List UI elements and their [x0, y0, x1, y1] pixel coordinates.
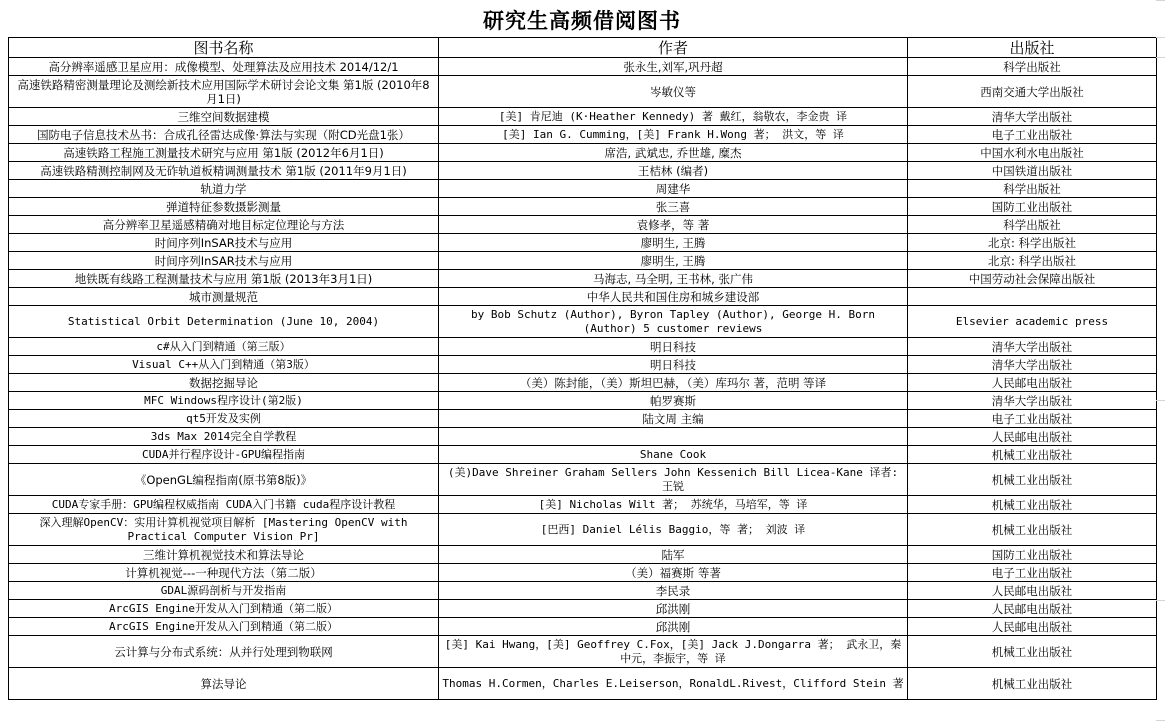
publisher-cell[interactable]: 机械工业出版社	[908, 514, 1157, 546]
publisher-cell[interactable]: 中国劳动社会保障出版社	[908, 270, 1157, 288]
author-cell[interactable]: 明日科技	[439, 338, 908, 356]
table-row	[9, 464, 1157, 496]
publisher-cell[interactable]: Elsevier academic press	[908, 306, 1157, 338]
table-row	[9, 144, 1157, 162]
author-cell[interactable]: 邱洪刚	[439, 618, 908, 636]
book-name-cell[interactable]: 高速铁路精密测量理论及测绘新技术应用国际学术研讨会论文集 第1版 (2010年8月1日)	[9, 76, 439, 108]
author-cell[interactable]: 周建华	[439, 180, 908, 198]
author-cell[interactable]: 袁修孝，等 著	[439, 216, 908, 234]
table-row	[9, 270, 1157, 288]
book-name-cell[interactable]: ArcGIS Engine开发从入门到精通（第二版）	[9, 618, 439, 636]
books-table	[8, 37, 1157, 700]
table-row	[9, 234, 1157, 252]
table-row	[9, 198, 1157, 216]
author-cell[interactable]: 邱洪刚	[439, 600, 908, 618]
author-cell[interactable]: [美] Nicholas Wilt 著； 苏统华，马培军，等 译	[439, 496, 908, 514]
book-name-cell[interactable]: Visual C++从入门到精通（第3版）	[9, 356, 439, 374]
book-name-cell[interactable]: ArcGIS Engine开发从入门到精通（第二版）	[9, 600, 439, 618]
publisher-cell[interactable]: 机械工业出版社	[908, 496, 1157, 514]
book-name-cell[interactable]: 算法导论	[9, 668, 439, 700]
book-name-cell[interactable]: CUDA专家手册：GPU编程权威指南 CUDA入门书籍 cuda程序设计教程	[9, 496, 439, 514]
table-row	[9, 180, 1157, 198]
table-row	[9, 636, 1157, 668]
publisher-cell[interactable]: 北京: 科学出版社	[908, 234, 1157, 252]
book-name-cell[interactable]: 高速铁路精测控制网及无砟轨道板精调测量技术 第1版 (2011年9月1日)	[9, 162, 439, 180]
table-row	[9, 546, 1157, 564]
table-row	[9, 126, 1157, 144]
author-cell[interactable]: 廖明生, 王腾	[439, 252, 908, 270]
publisher-cell[interactable]: 机械工业出版社	[908, 464, 1157, 496]
publisher-cell[interactable]: 科学出版社	[908, 180, 1157, 198]
author-cell[interactable]: (美)Dave Shreiner Graham Sellers John Kessenich Bill Licea-Kane 译者: 王锐	[439, 464, 908, 496]
book-name-cell[interactable]: 深入理解OpenCV：实用计算机视觉项目解析 [Mastering OpenCV with Practical Computer Vision Pr]	[9, 514, 439, 546]
publisher-cell[interactable]: 国防工业出版社	[908, 198, 1157, 216]
table-body	[9, 58, 1157, 700]
table-row	[9, 446, 1157, 464]
publisher-cell[interactable]: 人民邮电出版社	[908, 618, 1157, 636]
author-cell[interactable]: 张永生,刘军,巩丹超	[439, 58, 908, 76]
publisher-cell[interactable]: 机械工业出版社	[908, 446, 1157, 464]
table-row	[9, 216, 1157, 234]
book-name-cell[interactable]: Statistical Orbit Determination (June 10, 2004)	[9, 306, 439, 338]
book-name-cell[interactable]: qt5开发及实例	[9, 410, 439, 428]
author-cell[interactable]: 岑敏仪等	[439, 76, 908, 108]
publisher-cell[interactable]: 电子工业出版社	[908, 410, 1157, 428]
book-name-cell[interactable]: 3ds Max 2014完全自学教程	[9, 428, 439, 446]
author-cell[interactable]: by Bob Schutz (Author), Byron Tapley (Author), George H. Born (Author) 5 customer reviews	[439, 306, 908, 338]
header-book-name[interactable]: 图书名称	[9, 38, 439, 58]
publisher-cell[interactable]: 科学出版社	[908, 58, 1157, 76]
author-cell[interactable]: 席浩, 武斌忠, 乔世雄, 糜杰	[439, 144, 908, 162]
author-cell[interactable]: Thomas H.Cormen，Charles E.Leiserson，RonaldL.Rivest，Clifford Stein 著	[439, 668, 908, 700]
book-name-cell[interactable]: 高速铁路工程施工测量技术研究与应用 第1版 (2012年6月1日)	[9, 144, 439, 162]
author-cell[interactable]: （美）陈封能，（美）斯坦巴赫，（美）库玛尔 著，范明 等译	[439, 374, 908, 392]
publisher-cell[interactable]: 清华大学出版社	[908, 338, 1157, 356]
book-name-cell[interactable]: MFC Windows程序设计(第2版)	[9, 392, 439, 410]
table-row	[9, 564, 1157, 582]
author-cell[interactable]: 陆军	[439, 546, 908, 564]
publisher-cell[interactable]: 清华大学出版社	[908, 392, 1157, 410]
book-name-cell[interactable]: 城市测量规范	[9, 288, 439, 306]
table-row	[9, 306, 1157, 338]
book-name-cell[interactable]: 国防电子信息技术丛书：合成孔径雷达成像·算法与实现（附CD光盘1张）	[9, 126, 439, 144]
book-name-cell[interactable]: 时间序列InSAR技术与应用	[9, 252, 439, 270]
author-cell[interactable]: （美）福赛斯 等著	[439, 564, 908, 582]
table-row	[9, 252, 1157, 270]
author-cell[interactable]: 李民录	[439, 582, 908, 600]
publisher-cell[interactable]: 科学出版社	[908, 216, 1157, 234]
table-row	[9, 108, 1157, 126]
publisher-cell[interactable]: 电子工业出版社	[908, 126, 1157, 144]
table-row	[9, 338, 1157, 356]
book-name-cell[interactable]: 三维计算机视觉技术和算法导论	[9, 546, 439, 564]
table-row	[9, 162, 1157, 180]
book-name-cell[interactable]: c#从入门到精通（第三版）	[9, 338, 439, 356]
publisher-cell[interactable]	[908, 288, 1157, 306]
book-name-cell[interactable]: 高分辨率遥感卫星应用：成像模型、处理算法及应用技术 2014/12/1	[9, 58, 439, 76]
author-cell[interactable]: 廖明生, 王腾	[439, 234, 908, 252]
table-row	[9, 668, 1157, 700]
author-cell[interactable]: 中华人民共和国住房和城乡建设部	[439, 288, 908, 306]
publisher-cell[interactable]: 人民邮电出版社	[908, 582, 1157, 600]
publisher-cell[interactable]: 西南交通大学出版社	[908, 76, 1157, 108]
book-name-cell[interactable]: 轨道力学	[9, 180, 439, 198]
author-cell[interactable]: Shane Cook	[439, 446, 908, 464]
table-row	[9, 410, 1157, 428]
book-name-cell[interactable]: 计算机视觉---一种现代方法（第二版）	[9, 564, 439, 582]
author-cell[interactable]: 王桔林 (编者)	[439, 162, 908, 180]
book-name-cell[interactable]: 时间序列InSAR技术与应用	[9, 234, 439, 252]
author-cell[interactable]: 陆文周 主编	[439, 410, 908, 428]
table-row	[9, 600, 1157, 618]
header-publisher[interactable]: 出版社	[908, 38, 1157, 58]
header-row	[9, 38, 1157, 58]
book-name-cell[interactable]: 《OpenGL编程指南(原书第8版)》	[9, 464, 439, 496]
table-row	[9, 392, 1157, 410]
sheet-title[interactable]: 研究生高频借阅图书	[483, 8, 681, 33]
table-row	[9, 428, 1157, 446]
book-name-cell[interactable]: 弹道特征参数摄影测量	[9, 198, 439, 216]
author-cell[interactable]: 张三喜	[439, 198, 908, 216]
book-name-cell[interactable]: 数据挖掘导论	[9, 374, 439, 392]
publisher-cell[interactable]: 清华大学出版社	[908, 356, 1157, 374]
table-row	[9, 76, 1157, 108]
empty-column-gridlines	[1156, 0, 1165, 726]
publisher-cell[interactable]: 机械工业出版社	[908, 668, 1157, 700]
table-row	[9, 496, 1157, 514]
publisher-cell[interactable]: 人民邮电出版社	[908, 428, 1157, 446]
author-cell[interactable]: 帕罗赛斯	[439, 392, 908, 410]
author-cell[interactable]: [美] Ian G. Cumming，[美] Frank H.Wong 著； 洪文，等 译	[439, 126, 908, 144]
book-name-cell[interactable]: 高分辨率卫星遥感精确对地目标定位理论与方法	[9, 216, 439, 234]
table-row	[9, 618, 1157, 636]
publisher-cell[interactable]: 中国铁道出版社	[908, 162, 1157, 180]
table-row	[9, 514, 1157, 546]
publisher-cell[interactable]: 人民邮电出版社	[908, 374, 1157, 392]
book-name-cell[interactable]: GDAL源码剖析与开发指南	[9, 582, 439, 600]
table-row	[9, 582, 1157, 600]
publisher-cell[interactable]: 国防工业出版社	[908, 546, 1157, 564]
table-row	[9, 58, 1157, 76]
book-name-cell[interactable]: 云计算与分布式系统：从并行处理到物联网	[9, 636, 439, 668]
book-name-cell[interactable]: 三维空间数据建模	[9, 108, 439, 126]
publisher-cell[interactable]: 清华大学出版社	[908, 108, 1157, 126]
publisher-cell[interactable]: 北京: 科学出版社	[908, 252, 1157, 270]
publisher-cell[interactable]: 电子工业出版社	[908, 564, 1157, 582]
book-name-cell[interactable]: CUDA并行程序设计-GPU编程指南	[9, 446, 439, 464]
author-cell[interactable]: [美] Kai Hwang，[美] Geoffrey C.Fox，[美] Jack J.Dongarra 著； 武永卫，秦中元，李振宇，等 译	[439, 636, 908, 668]
publisher-cell[interactable]: 人民邮电出版社	[908, 600, 1157, 618]
header-author[interactable]: 作者	[439, 38, 908, 58]
table-row	[9, 374, 1157, 392]
table-row	[9, 288, 1157, 306]
author-cell[interactable]	[439, 428, 908, 446]
book-name-cell[interactable]: 地铁既有线路工程测量技术与应用 第1版 (2013年3月1日)	[9, 270, 439, 288]
publisher-cell[interactable]: 机械工业出版社	[908, 636, 1157, 668]
publisher-cell[interactable]: 中国水利水电出版社	[908, 144, 1157, 162]
author-cell[interactable]: 马海志, 马全明, 王书林, 张广伟	[439, 270, 908, 288]
table-row	[9, 356, 1157, 374]
author-cell[interactable]: [美] 肯尼迪 (K·Heather Kennedy) 著 戴红，翁敬农，李金贵 译	[439, 108, 908, 126]
author-cell[interactable]: [巴西] Daniel Lélis Baggio，等 著； 刘波 译	[439, 514, 908, 546]
author-cell[interactable]: 明日科技	[439, 356, 908, 374]
